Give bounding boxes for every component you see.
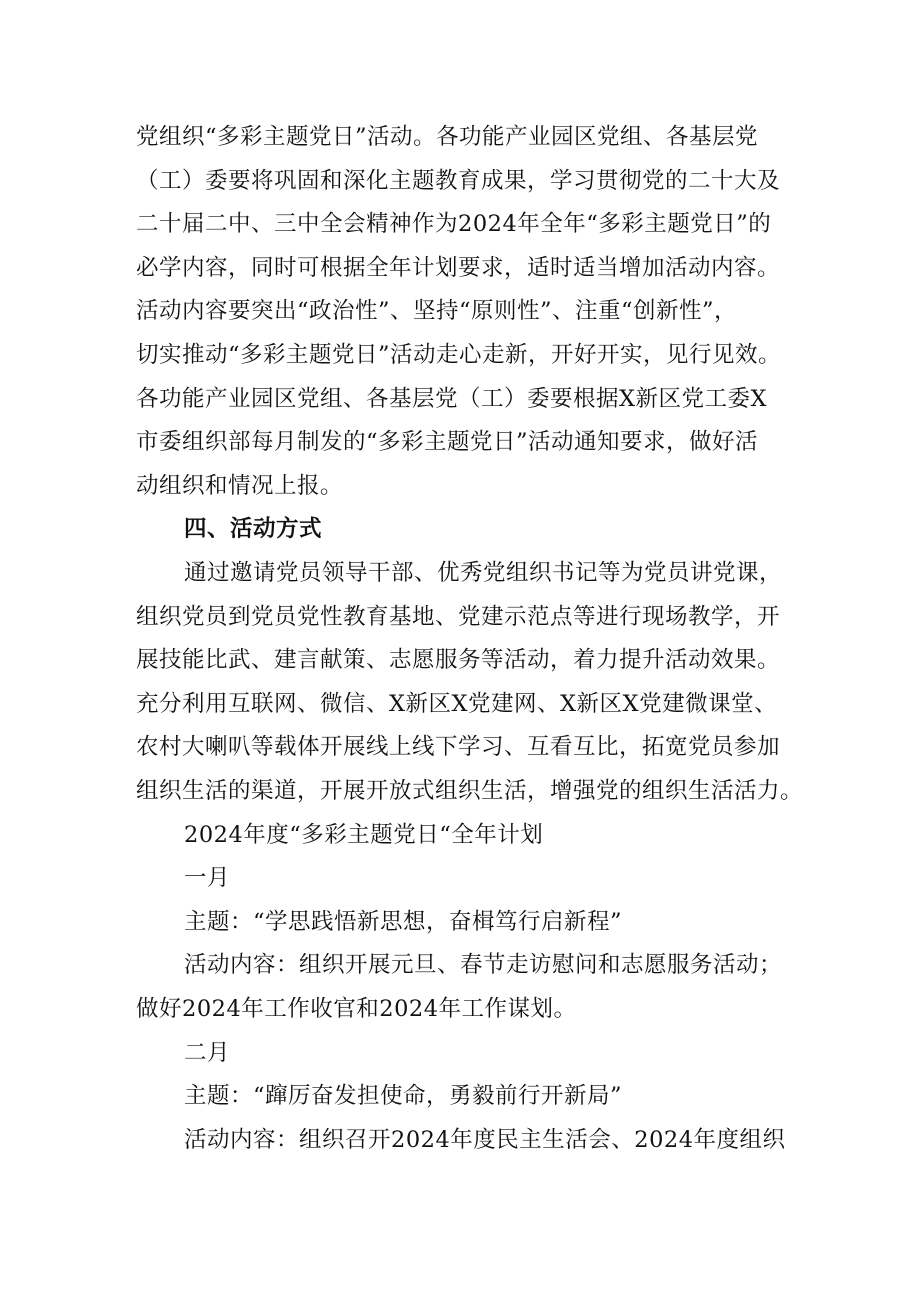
body-line: 各功能产业园区党组、各基层党（工）委要根据X新区党工委X <box>136 386 768 412</box>
body-line: 切实推动“多彩主题党日”活动走心走新，开好开实，见行见效。 <box>136 342 782 368</box>
body-line: （工）委要将巩固和深化主题教育成果，学习贯彻党的二十大及 <box>136 168 781 194</box>
body-line: 活动内容要突出“政治性”、坚持“原则性”、注重“创新性”， <box>136 298 738 324</box>
body-line: 动组织和情况上报。 <box>136 473 344 499</box>
content-line: 活动内容：组织召开2024年度民主生活会、2024年度组织 <box>184 1127 786 1153</box>
month-heading: 二月 <box>184 1040 231 1066</box>
body-line: 充分利用互联网、微信、X新区X党建网、X新区X党建微课堂、 <box>136 691 778 717</box>
month-heading: 一月 <box>184 865 231 891</box>
section-heading: 四、活动方式 <box>184 516 323 542</box>
content-line: 活动内容：组织开展元旦、春节走访慰问和志愿服务活动； <box>184 952 783 978</box>
body-line: 展技能比武、建言献策、志愿服务等活动，着力提升活动效果。 <box>136 647 781 673</box>
theme-line: 主题：“蹿厉奋发担使命，勇毅前行开新局” <box>184 1083 623 1109</box>
body-line: 二十届二中、三中全会精神作为2024年全年“多彩主题党日”的 <box>136 211 772 237</box>
body-line: 必学内容，同时可根据全年计划要求，适时适当增加活动内容。 <box>136 255 781 281</box>
body-line: 市委组织部每月制发的“多彩主题党日”活动通知要求，做好活 <box>136 429 759 455</box>
theme-line: 主题：“学思践悟新思想，奋楫笃行启新程” <box>184 909 623 935</box>
content-line: 做好2024年工作收官和2024年工作谋划。 <box>136 996 577 1022</box>
plan-title: 2024年度“多彩主题党日“全年计划 <box>184 822 544 848</box>
body-line: 农村大喇叭等载体开展线上线下学习、互看互比，拓宽党员参加 <box>136 734 781 760</box>
body-line: 通过邀请党员领导干部、优秀党组织书记等为党员讲党课， <box>184 560 783 586</box>
body-line: 组织党员到党员党性教育基地、党建示范点等进行现场教学，开 <box>136 604 781 630</box>
body-line: 党组织“多彩主题党日”活动。各功能产业园区党组、各基层党 <box>136 124 759 150</box>
body-line: 组织生活的渠道，开展开放式组织生活，增强党的组织生活活力。 <box>136 778 804 804</box>
